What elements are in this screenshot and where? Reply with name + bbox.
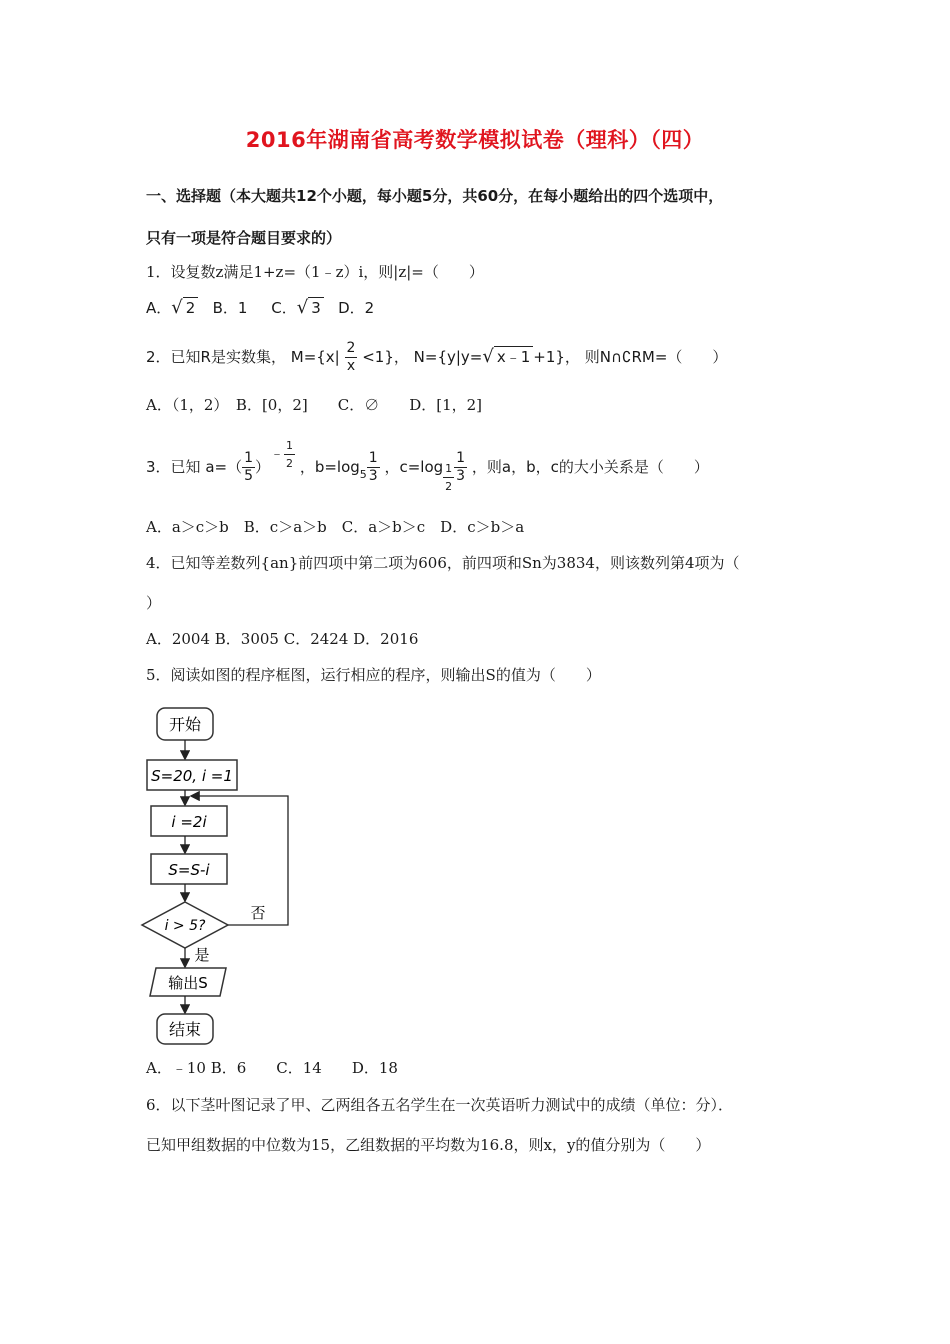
b-eq: ，b=log xyxy=(299,458,360,476)
sqrt-symbol: √ xyxy=(171,297,183,318)
flow-step1-label: i =2i xyxy=(171,813,207,831)
c-fraction xyxy=(454,450,467,485)
flow-init-label: S=20, i =1 xyxy=(151,767,233,785)
flow-output-label: 输出S xyxy=(168,974,208,992)
exp-sign: ﹣ xyxy=(270,446,285,462)
frac-den: 2 xyxy=(445,480,453,493)
flow-decision-label: i > 5? xyxy=(164,918,206,934)
frac-den: x xyxy=(346,358,356,374)
question-6-line2: 已知甲组数据的中位数为15，乙组数据的平均数为16.8，则x，y的值分别为（ ） xyxy=(146,1136,711,1154)
question-5-options: A．﹣10 B．6 C．14 D．18 xyxy=(146,1059,398,1077)
option-a-label: A． xyxy=(146,299,172,317)
question-2-stem xyxy=(146,340,727,375)
frac-num: 1 xyxy=(284,437,295,455)
question-6-line1: 6．以下茎叶图记录了甲、乙两组各五名学生在一次英语听力测试中的成绩（单位：分）． xyxy=(146,1096,734,1114)
frac-num: 1 xyxy=(244,450,254,466)
frac-den: 3 xyxy=(456,468,466,484)
set-n-sqrt: x﹣1 xyxy=(494,346,533,367)
frac-den: 2 xyxy=(286,456,294,470)
question-5-stem: 5．阅读如图的程序框图，运行相应的程序，则输出S的值为（ ） xyxy=(146,666,601,684)
question-3-stem xyxy=(146,438,709,493)
frac-num: 1 xyxy=(443,460,454,478)
c-eq: ，c=log xyxy=(384,458,444,476)
question-3-options: A．a＞c＞b B．c＞a＞b C．a＞b＞c D．c＞b＞a xyxy=(146,518,525,536)
question-4-stem: 4．已知等差数列{an}前四项中第二项为606，前四项和Sn为3834，则该数列第4项为（ xyxy=(146,554,740,572)
frac-num: 1 xyxy=(368,450,378,466)
flowchart xyxy=(140,700,300,1052)
sqrt-symbol: √ xyxy=(482,346,494,367)
question-2-options: A．（1，2） B．[0，2] C．∅ D．[1，2] xyxy=(146,396,483,414)
q2-suffix: 则N∩∁RM=（ ） xyxy=(584,348,728,366)
question-1-stem: 1．设复数z满足1+z=（1﹣z）i，则|z|=（ ） xyxy=(146,263,484,281)
flow-step2-label: S=S-i xyxy=(168,861,210,879)
option-b: B．1 xyxy=(212,299,248,317)
set-m-fraction xyxy=(345,340,358,375)
sqrt-2: 2 xyxy=(183,297,199,318)
set-n-end: +1}， xyxy=(533,348,580,366)
set-m-end: <1}， xyxy=(362,348,409,366)
question-4-stem-cont: ） xyxy=(146,594,162,612)
a-exponent xyxy=(270,438,295,470)
question-1-options xyxy=(146,297,374,318)
flow-start-label: 开始 xyxy=(168,715,202,734)
q3-suffix: ，则a，b，c的大小关系是（ ） xyxy=(471,458,709,476)
a-eq: a=（ xyxy=(205,458,243,476)
frac-num: 2 xyxy=(346,340,356,356)
set-n-start: N={y|y= xyxy=(413,348,483,366)
option-c-label: C． xyxy=(271,299,297,317)
frac-den: 3 xyxy=(368,468,378,484)
set-m-start: M={x| xyxy=(290,348,340,366)
c-log-base-fraction xyxy=(443,460,454,495)
section-heading-line1: 一、选择题（本大题共12个小题，每小题5分，共60分，在每小题给出的四个选项中， xyxy=(146,187,724,205)
sqrt-symbol: √ xyxy=(296,297,309,318)
frac-num: 1 xyxy=(456,450,466,466)
frac-den: 5 xyxy=(244,468,254,484)
q3-prefix: 3．已知 xyxy=(146,458,201,476)
page-title: 2016年湖南省高考数学模拟试卷（理科）（四） xyxy=(245,128,705,152)
q2-prefix: 2．已知R是实数集， xyxy=(146,348,286,366)
a-base-fraction xyxy=(242,450,255,485)
flow-yes-label: 是 xyxy=(194,946,210,964)
flow-end-label: 结束 xyxy=(168,1020,202,1039)
b-fraction xyxy=(367,450,380,485)
option-d: D．2 xyxy=(338,299,375,317)
sqrt-3: 3 xyxy=(308,297,324,318)
exp-fraction xyxy=(284,437,295,472)
a-close: ） xyxy=(255,458,271,476)
question-4-options: A．2004 B．3005 C．2424 D．2016 xyxy=(146,630,419,648)
section-heading-line2: 只有一项是符合题目要求的） xyxy=(146,229,342,247)
flow-no-label: 否 xyxy=(250,904,266,922)
b-log-base: 5 xyxy=(359,468,367,481)
